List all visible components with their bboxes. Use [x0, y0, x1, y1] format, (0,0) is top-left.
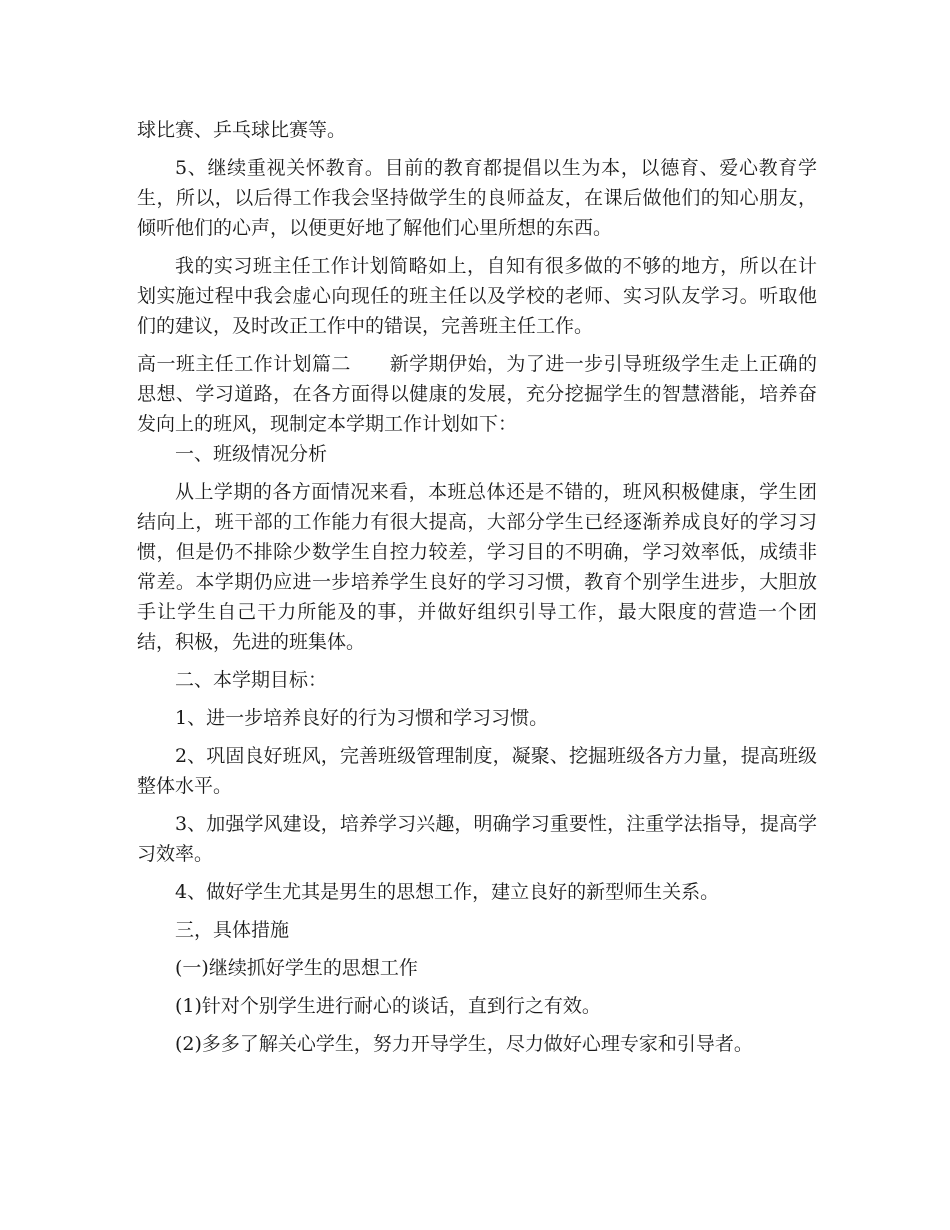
- list-item: (2)多多了解关心学生，努力开导学生，尽力做好心理专家和引导者。: [175, 1033, 753, 1055]
- section-heading: 一、班级情况分析: [175, 443, 328, 465]
- section-heading: 二、本学期目标：: [175, 669, 328, 691]
- list-item: 4、做好学生尤其是男生的思想工作，建立良好的新型师生关系。: [175, 881, 720, 903]
- subsection-heading: (一)继续抓好学生的思想工作: [175, 957, 418, 979]
- document-body: [137, 115, 817, 1067]
- paragraph: 从上学期的各方面情况来看，本班总体还是不错的，班风积极健康，学生团结向上，班干部的工作能力有很大提高，大部分学生已经逐渐养成良好的学习习惯，但是仍不排除少数学生自控力较差，学习目的不明确，学习效率低，成绩非常差。本学期仍应进一步培养学生良好的学习习惯，教育个别学生进步，大胆放手让学生自己干力所能及的事，并做好组织引导工作，最大限度的营造一个团结，积极，先进的班集体。: [137, 481, 817, 653]
- paragraph: 我的实习班主任工作计划简略如上，自知有很多做的不够的地方，所以在计划实施过程中我会虚心向现任的班主任以及学校的老师、实习队友学习。听取他们的建议，及时改正工作中的错误，完善班主任工作。: [137, 255, 817, 337]
- list-item: (1)针对个别学生进行耐心的谈话，直到行之有效。: [175, 995, 601, 1017]
- paragraph: 5、继续重视关怀教育。目前的教育都提倡以生为本，以德育、爱心教育学生，所以，以后得工作我会坚持做学生的良师益友，在课后做他们的知心朋友，倾听他们的心声，以便更好地了解他们心里所想的东西。: [137, 157, 817, 239]
- list-item: 3、加强学风建设，培养学习兴趣，明确学习重要性，注重学法指导，提高学习效率。: [137, 813, 817, 865]
- list-item: 2、巩固良好班风，完善班级管理制度，凝聚、挖掘班级各方力量，提高班级整体水平。: [137, 745, 817, 797]
- paragraph: 球比赛、乒乓球比赛等。: [137, 119, 347, 141]
- section-heading: 三，具体措施: [175, 919, 290, 941]
- paragraph: 高一班主任工作计划篇二 新学期伊始，为了进一步引导班级学生走上正确的思想、学习道路，在各方面得以健康的发展，充分挖掘学生的智慧潜能，培养奋发向上的班风，现制定本学期工作计划如下：: [137, 353, 817, 435]
- list-item: 1、进一步培养良好的行为习惯和学习习惯。: [175, 707, 549, 729]
